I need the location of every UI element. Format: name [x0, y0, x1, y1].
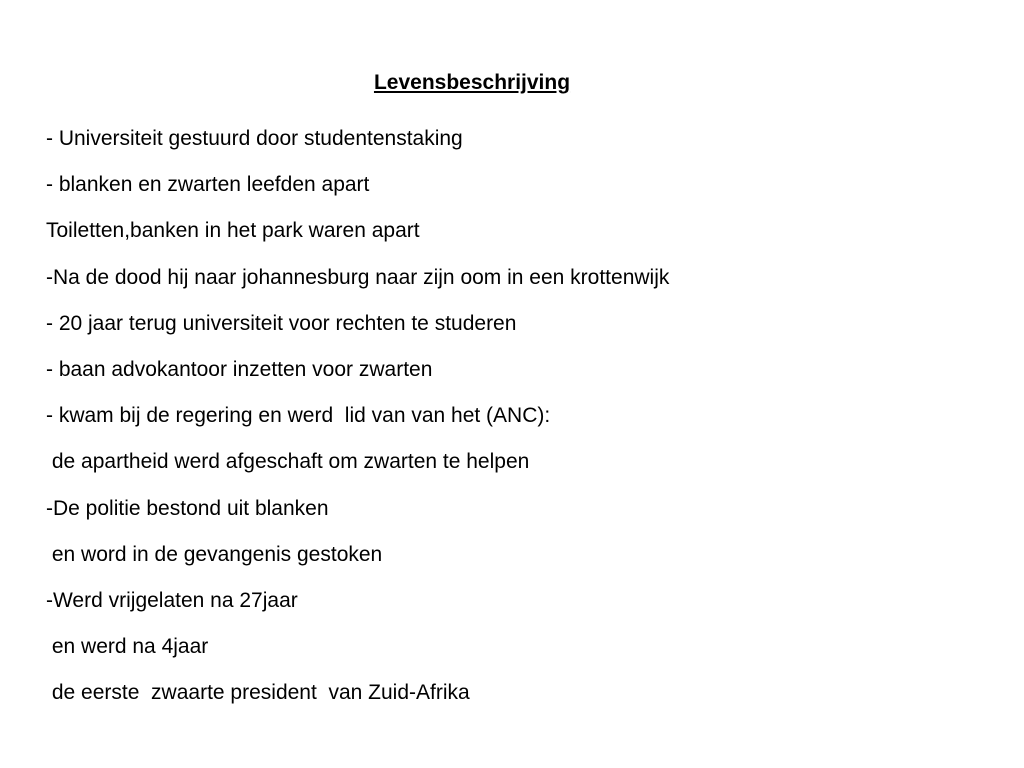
bullet-line: Toiletten,banken in het park waren apart: [46, 219, 420, 243]
bullet-line: - 20 jaar terug universiteit voor rechten te studeren: [46, 311, 517, 335]
slide-title: Levensbeschrijving: [373, 71, 571, 94]
bullet-line: -De politie bestond uit blanken: [46, 496, 329, 520]
bullet-line: en word in de gevangenis gestoken: [46, 542, 383, 566]
bullet-line: - baan advokantoor inzetten voor zwarten: [46, 357, 433, 381]
bullet-line: en werd na 4jaar: [46, 635, 209, 659]
bullet-line: de apartheid werd afgeschaft om zwarten te helpen: [46, 450, 530, 474]
bullet-line: - kwam bij de regering en werd lid van van het (ANC):: [46, 404, 551, 428]
bullet-list: [46, 116, 669, 716]
bullet-line: -Werd vrijgelaten na 27jaar: [46, 588, 298, 612]
bullet-line: -Na de dood hij naar johannesburg naar zijn oom in een krottenwijk: [46, 265, 670, 289]
bullet-line: - blanken en zwarten leefden apart: [46, 173, 370, 197]
bullet-line: - Universiteit gestuurd door studentenstaking: [46, 127, 463, 150]
bullet-line: de eerste zwaarte president van Zuid-Afrika: [46, 681, 470, 705]
